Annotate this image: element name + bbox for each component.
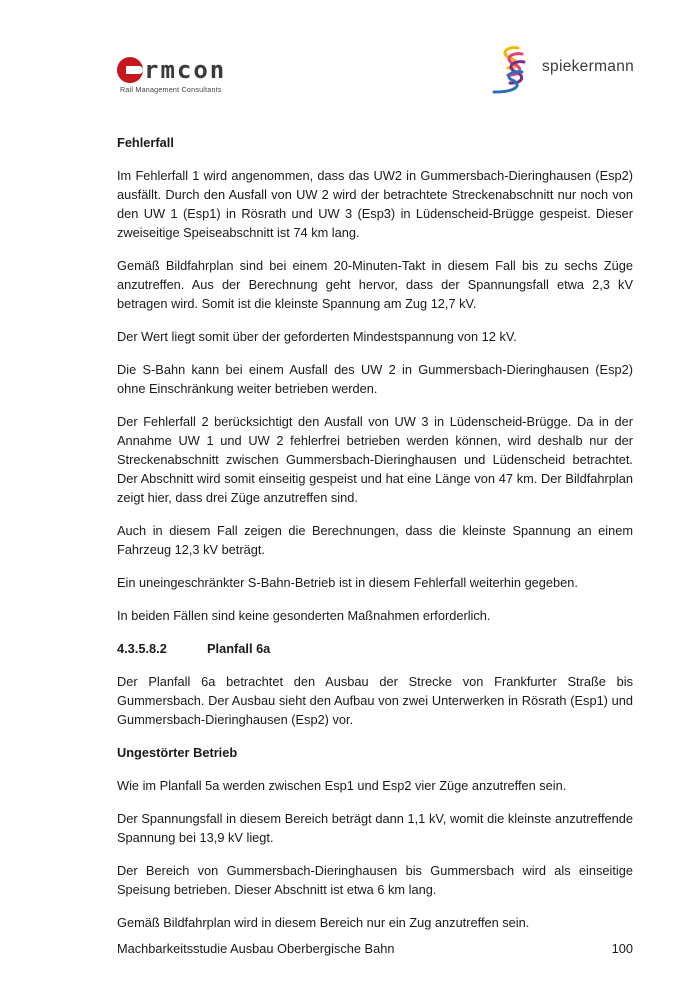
paragraph: Der Planfall 6a betrachtet den Ausbau der Strecke von Frankfurter Straße bis Gummersbach. Der Ausbau sieht den Aufbau von zwei Unterwerken in Rösrath (Esp1) und Gummersbach-Dieringhausen (Esp2) vor. xyxy=(117,674,633,727)
paragraph: Der Bereich von Gummersbach-Dieringhausen bis Gummersbach wird als einseitige Speisung betrieben. Dieser Abschnitt ist etwa 6 km lang. xyxy=(117,863,633,897)
paragraph: Der Fehlerfall 2 berücksichtigt den Ausfall von UW 3 in Lüdenscheid-Brügge. Da in der Annahme UW 1 und UW 2 fehlerfrei betrieben werden können, wird deshalb nur der Streckenabschnitt zwischen Gummersbach-Dieringhausen und Lüdenscheid betrachtet. Der Abschnitt wird somit einseitig gespeist und hat eine Länge von 47 km. Der Bildfahrplan zeigt hier, dass drei Züge anzutreffen sind. xyxy=(117,414,633,505)
footer-title: Machbarkeitsstudie Ausbau Oberbergische Bahn xyxy=(117,941,395,956)
ermcon-e-mark xyxy=(117,57,143,83)
spiekermann-wordmark: spiekermann xyxy=(542,58,635,75)
spiekermann-s-icon xyxy=(488,44,538,96)
paragraph: Die S-Bahn kann bei einem Ausfall des UW 2 in Gummersbach-Dieringhausen (Esp2) ohne Einschränkung weiter betrieben werden. xyxy=(117,362,633,396)
paragraph: Der Wert liegt somit über der geforderten Mindestspannung von 12 kV. xyxy=(117,329,517,344)
paragraph: Gemäß Bildfahrplan wird in diesem Bereich nur ein Zug anzutreffen sein. xyxy=(117,915,530,930)
paragraph: Auch in diesem Fall zeigen die Berechnungen, dass die kleinste Spannung an einem Fahrzeug 12,3 kV beträgt. xyxy=(117,523,633,557)
paragraph: Ein uneingeschränkter S-Bahn-Betrieb ist in diesem Fehlerfall weiterhin gegeben. xyxy=(117,575,578,590)
ermcon-wordmark: rmcon xyxy=(144,56,227,84)
ermcon-tagline: Rail Management Consultants xyxy=(120,85,222,94)
document-body xyxy=(117,133,633,946)
paragraph: Wie im Planfall 5a werden zwischen Esp1 und Esp2 vier Züge anzutreffen sein. xyxy=(117,778,567,793)
ermcon-logo xyxy=(117,56,247,96)
paragraph: Im Fehlerfall 1 wird angenommen, dass das UW2 in Gummersbach-Dieringhausen (Esp2) ausfällt. Durch den Ausfall von UW 2 wird der betrachtete Streckenabschnitt nur noch von den UW 1 (Esp1) in Rösrath und UW 3 (Esp3) in Lüdenscheid-Brügge gespeist. Dieser zweiseitige Speiseabschnitt ist 74 km lang. xyxy=(117,168,633,240)
heading-planfall-6a xyxy=(117,639,633,658)
spiekermann-logo xyxy=(488,44,638,96)
paragraph: Der Spannungsfall in diesem Bereich beträgt dann 1,1 kV, womit die kleinste anzutreffende Spannung bei 13,9 kV liegt. xyxy=(117,811,633,845)
heading-fehlerfall: Fehlerfall xyxy=(117,135,174,150)
section-number: 4.3.5.8.2 xyxy=(117,641,167,656)
paragraph: Gemäß Bildfahrplan sind bei einem 20-Minuten-Takt in diesem Fall bis zu sechs Züge anzutreffen. Aus der Berechnung geht hervor, dass der Spannungsfall etwa 2,3 kV betragen wird. Somit ist die kleinste Spannung am Zug 12,7 kV. xyxy=(117,258,633,311)
page-number: 100 xyxy=(611,941,633,956)
section-title: Planfall 6a xyxy=(207,641,271,656)
paragraph: In beiden Fällen sind keine gesonderten Maßnahmen erforderlich. xyxy=(117,608,491,623)
heading-ungestoerter-betrieb: Ungestörter Betrieb xyxy=(117,745,238,760)
